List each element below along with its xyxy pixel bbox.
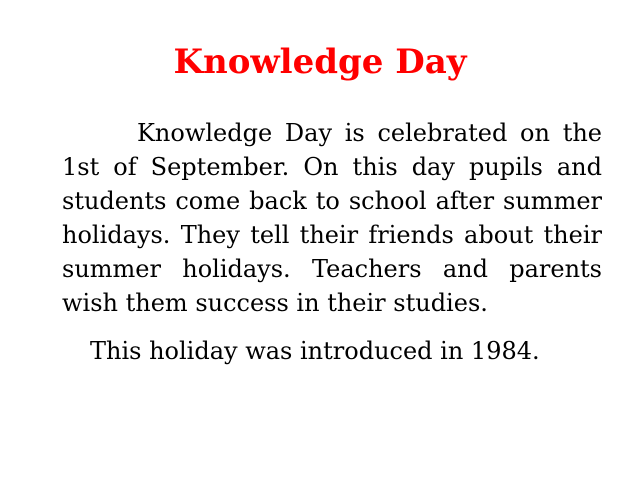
paragraph-history: This holiday was introduced in 1984.: [90, 337, 540, 365]
slide-body: [62, 116, 602, 368]
slide-title: Knowledge Day: [173, 42, 467, 82]
paragraph-intro: Knowledge Day is celebrated on the 1st of September. On this day pupils and students come back to school after summer holidays. They tell their friends about their summer holidays. Teachers and parents wish them success in their studies.: [62, 119, 602, 317]
